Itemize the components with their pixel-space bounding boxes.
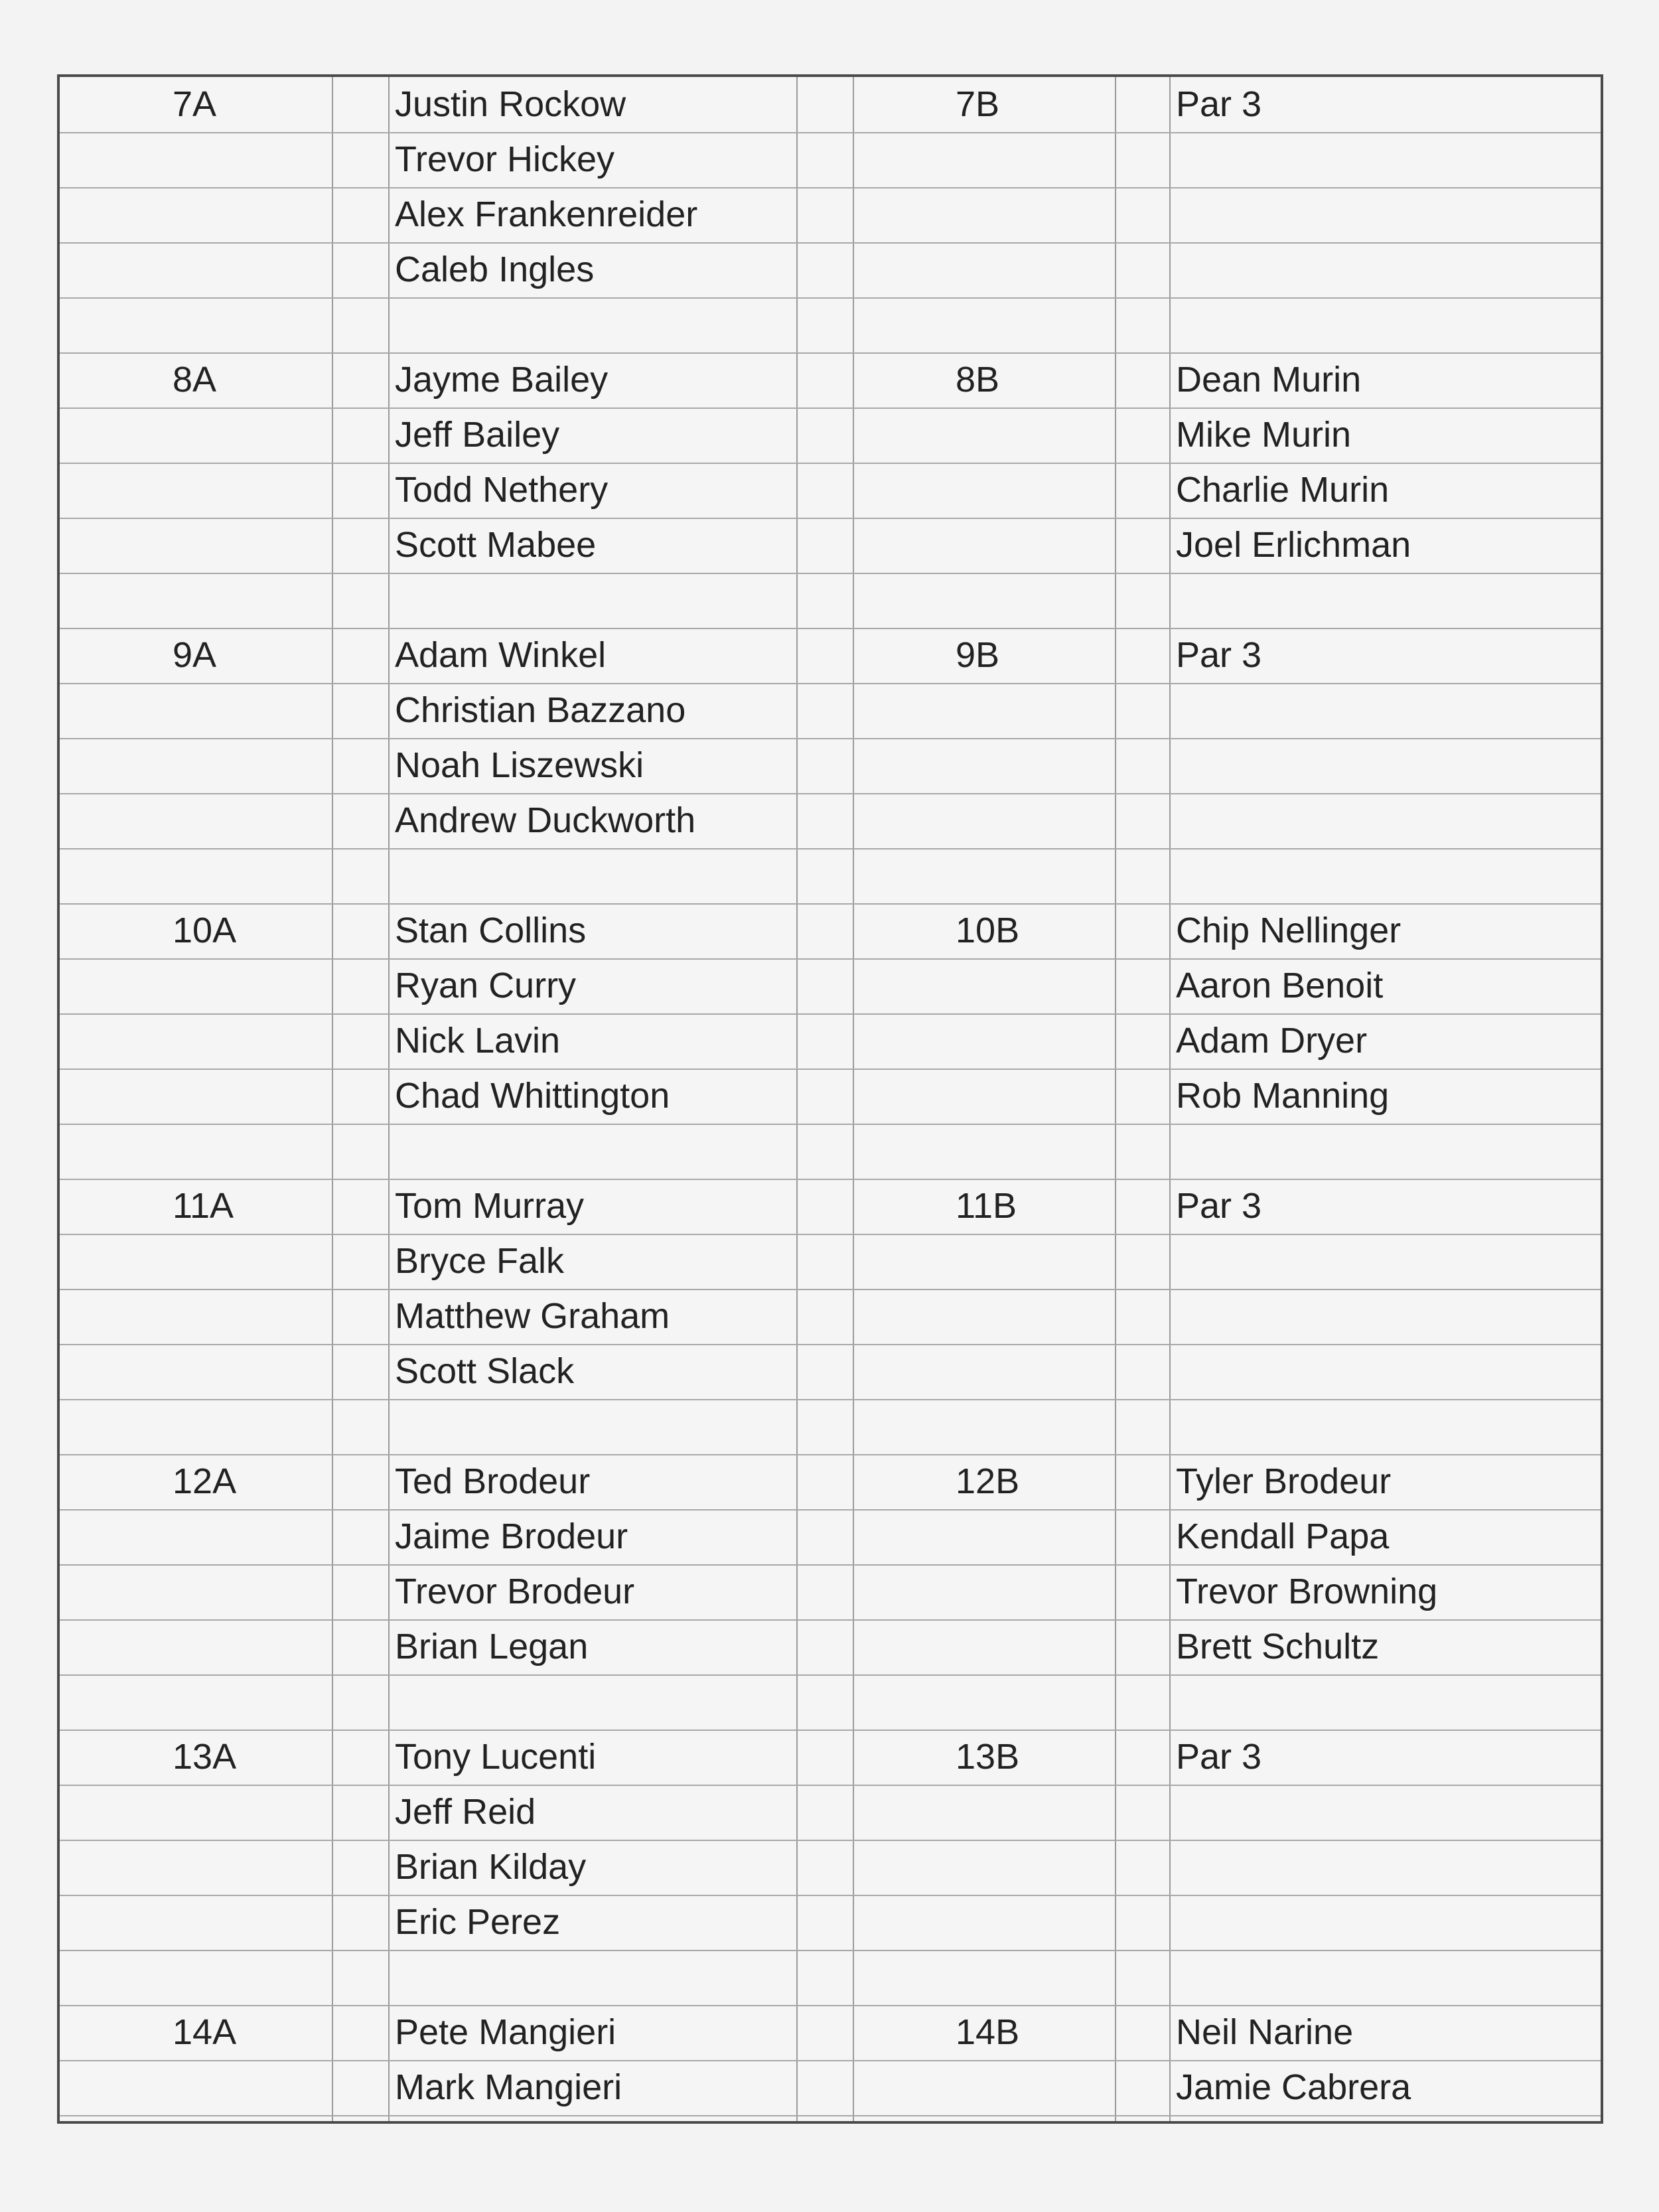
group-b-label: 14B	[956, 2012, 1020, 2052]
player-a-name: Caleb Ingles	[395, 250, 595, 289]
player-b-name: Chip Nellinger	[1176, 911, 1402, 950]
group-b-label: 13B	[956, 1737, 1020, 1777]
group-b-label: 9B	[956, 635, 1000, 675]
player-b-name: Par 3	[1176, 84, 1262, 124]
player-a-name: Chad Whittington	[395, 1076, 670, 1116]
player-a-name: Brian Kilday	[395, 1847, 587, 1887]
player-a-name: Eric Perez	[395, 1902, 561, 1942]
table-row	[60, 242, 1601, 297]
group-a-label: 14A	[173, 2012, 237, 2052]
table-row	[60, 463, 1601, 518]
table-row	[60, 187, 1601, 242]
group-a-label: 7A	[173, 84, 217, 124]
row-divider	[60, 2115, 1601, 2116]
table-row	[60, 407, 1601, 463]
group-b-label: 7B	[956, 84, 1000, 124]
player-a-name: Tony Lucenti	[395, 1737, 597, 1777]
table-row	[60, 1344, 1601, 1399]
player-a-name: Scott Mabee	[395, 525, 597, 565]
row-divider	[60, 848, 1601, 849]
group-a-label: 10A	[173, 911, 237, 950]
table-row	[60, 77, 1601, 132]
table-row	[60, 1785, 1601, 1840]
player-b-name: Charlie Murin	[1176, 470, 1390, 510]
player-b-name: Par 3	[1176, 1186, 1262, 1226]
player-b-name	[1176, 793, 1601, 848]
player-b-name: Adam Dryer	[1176, 1021, 1368, 1061]
player-b-name	[1176, 242, 1601, 297]
table-row	[60, 1895, 1601, 1950]
table-row	[60, 628, 1601, 683]
player-b-name: Aaron Benoit	[1176, 966, 1384, 1005]
group-b-label: 8B	[956, 360, 1000, 400]
pairings-table	[57, 74, 1603, 2124]
table-row	[60, 132, 1601, 187]
row-divider	[60, 1674, 1601, 1676]
player-a-name: Andrew Duckworth	[395, 800, 696, 840]
table-row	[60, 793, 1601, 848]
group-b-label: 10B	[956, 911, 1020, 950]
player-a-name: Jeff Reid	[395, 1792, 536, 1832]
group-a-label: 11A	[173, 1186, 234, 1226]
table-row	[60, 352, 1601, 407]
table-row	[60, 1509, 1601, 1564]
player-b-name: Trevor Browning	[1176, 1572, 1438, 1611]
table-row	[60, 683, 1601, 738]
group-b-label: 12B	[956, 1461, 1020, 1501]
table-row	[60, 518, 1601, 573]
row-divider	[60, 573, 1601, 574]
player-b-name	[1176, 1840, 1601, 1895]
player-a-name: Jeff Bailey	[395, 415, 560, 455]
table-row	[60, 2060, 1601, 2115]
group-b-label: 11B	[956, 1186, 1017, 1226]
player-b-name: Joel Erlichman	[1176, 525, 1411, 565]
player-a-name: Tom Murray	[395, 1186, 585, 1226]
group-a-label: 8A	[173, 360, 217, 400]
player-a-name: Mark Mangieri	[395, 2067, 622, 2107]
row-divider	[60, 1124, 1601, 1125]
table-row	[60, 738, 1601, 793]
player-b-name	[1176, 1785, 1601, 1840]
player-a-name: Pete Mangieri	[395, 2012, 616, 2052]
player-a-name: Jaime Brodeur	[395, 1516, 628, 1556]
player-a-name: Matthew Graham	[395, 1296, 670, 1336]
player-a-name: Bryce Falk	[395, 1241, 565, 1281]
row-divider	[60, 1950, 1601, 1951]
table-row	[60, 1840, 1601, 1895]
player-a-name: Trevor Hickey	[395, 139, 615, 179]
player-a-name: Brian Legan	[395, 1627, 589, 1666]
row-divider	[60, 1399, 1601, 1400]
player-b-name: Rob Manning	[1176, 1076, 1390, 1116]
group-a-label: 9A	[173, 635, 217, 675]
player-b-name: Neil Narine	[1176, 2012, 1354, 2052]
player-b-name: Dean Murin	[1176, 360, 1362, 400]
player-b-name	[1176, 683, 1601, 738]
table-row	[60, 958, 1601, 1013]
player-b-name: Brett Schultz	[1176, 1627, 1380, 1666]
player-b-name: Jamie Cabrera	[1176, 2067, 1411, 2107]
player-a-name: Trevor Brodeur	[395, 1572, 635, 1611]
table-row	[60, 1179, 1601, 1234]
player-a-name: Ryan Curry	[395, 966, 577, 1005]
player-a-name: Noah Liszewski	[395, 745, 644, 785]
player-a-name: Christian Bazzano	[395, 690, 686, 730]
player-b-name	[1176, 738, 1601, 793]
player-b-name	[1176, 1289, 1601, 1344]
group-a-label: 12A	[173, 1461, 237, 1501]
player-b-name: Par 3	[1176, 635, 1262, 675]
table-row	[60, 1564, 1601, 1619]
player-a-name: Scott Slack	[395, 1351, 575, 1391]
player-b-name: Kendall Papa	[1176, 1516, 1390, 1556]
table-row	[60, 2005, 1601, 2060]
player-b-name	[1176, 187, 1601, 242]
player-a-name: Alex Frankenreider	[395, 194, 698, 234]
table-row	[60, 1454, 1601, 1509]
player-a-name: Justin Rockow	[395, 84, 626, 124]
player-a-name: Todd Nethery	[395, 470, 609, 510]
player-b-name	[1176, 132, 1601, 187]
player-b-name	[1176, 1895, 1601, 1950]
row-divider	[60, 297, 1601, 299]
group-a-label: 13A	[173, 1737, 237, 1777]
player-b-name: Tyler Brodeur	[1176, 1461, 1392, 1501]
table-row	[60, 1069, 1601, 1124]
player-b-name: Mike Murin	[1176, 415, 1352, 455]
player-b-name	[1176, 1234, 1601, 1289]
table-row	[60, 1234, 1601, 1289]
player-b-name	[1176, 1344, 1601, 1399]
player-a-name: Jayme Bailey	[395, 360, 609, 400]
table-row	[60, 1289, 1601, 1344]
table-row	[60, 1730, 1601, 1785]
player-a-name: Ted Brodeur	[395, 1461, 591, 1501]
table-row	[60, 1619, 1601, 1674]
player-b-name: Par 3	[1176, 1737, 1262, 1777]
player-a-name: Stan Collins	[395, 911, 587, 950]
player-a-name: Adam Winkel	[395, 635, 607, 675]
player-a-name: Nick Lavin	[395, 1021, 561, 1061]
table-row	[60, 1013, 1601, 1069]
table-row	[60, 903, 1601, 958]
